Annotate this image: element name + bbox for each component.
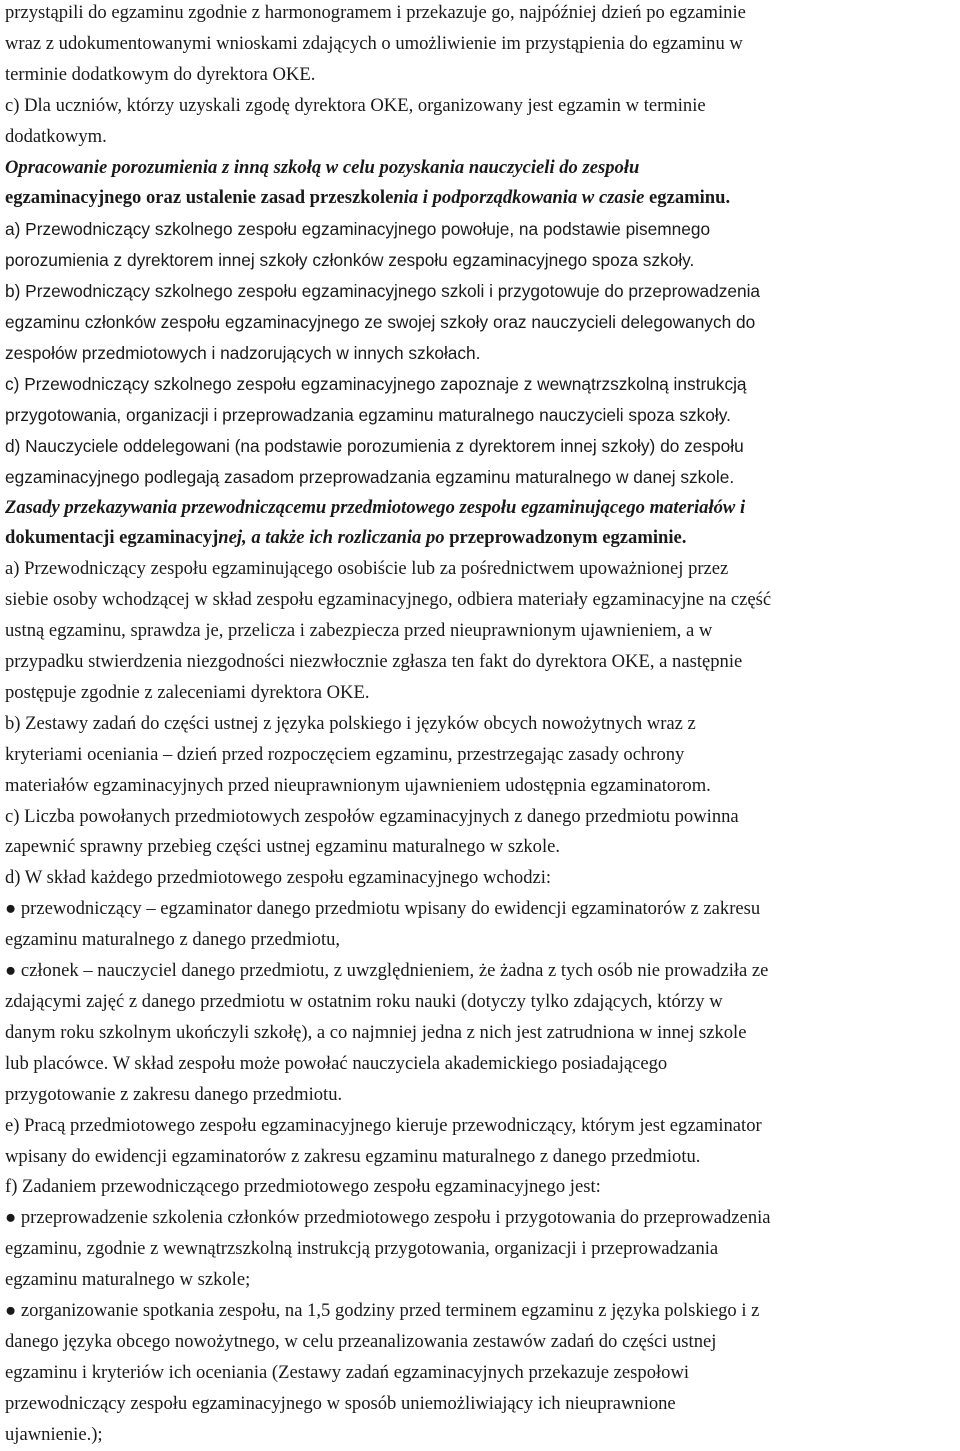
- text-line: przewodniczący zespołu egzaminacyjnego w sposób uniemożliwiający ich nieuprawnione: [5, 1392, 676, 1414]
- text-line: dodatkowym.: [5, 125, 107, 147]
- text-line: terminie dodatkowym do dyrektora OKE.: [5, 63, 316, 85]
- heading-part: przeprowadzonym egzaminie.: [444, 527, 687, 549]
- heading-part: egzaminu.: [644, 187, 731, 209]
- text-line: d) Nauczyciele oddelegowani (na podstawie porozumienia z dyrektorem innej szkoły) do zespołu: [5, 435, 744, 456]
- heading-part: nej, a także ich rozliczania po: [218, 527, 445, 549]
- text-line: b) Zestawy zadań do części ustnej z języka polskiego i języków obcych nowożytnych wraz z: [5, 712, 696, 734]
- text-line: a) Przewodniczący zespołu egzaminującego osobiście lub za pośrednictwem upoważnionej przez: [5, 558, 729, 580]
- text-line: danym roku szkolnym ukończyli szkołę), a co najmniej jedna z nich jest zatrudniona w innej szkole: [5, 1021, 747, 1043]
- text-line: zespołów przedmiotowych i nadzorujących w innych szkołach.: [5, 342, 481, 363]
- text-line: a) Przewodniczący szkolnego zespołu egzaminacyjnego powołuje, na podstawie pisemnego: [5, 219, 711, 240]
- bullet-line: ● przeprowadzenie szkolenia członków przedmiotowego zespołu i przygotowania do przeprowadzenia: [5, 1207, 771, 1229]
- text-line: egzaminu, zgodnie z wewnątrzszkolną instrukcją przygotowania, organizacji i przeprowadzania: [5, 1238, 719, 1260]
- text-line: egzaminu maturalnego z danego przedmiotu,: [5, 929, 341, 951]
- text-line: egzaminu maturalnego w szkole;: [5, 1269, 251, 1291]
- heading-part: nia i podporządkowania w czasie: [393, 187, 645, 209]
- text-line: wraz z udokumentowanymi wnioskami zdających o umożliwienie im przystąpienia do egzaminu w: [5, 32, 743, 54]
- text-line: wpisany do ewidencji egzaminatorów z zakresu egzaminu maturalnego z danego przedmiotu.: [5, 1145, 701, 1167]
- bullet-line: ● zorganizowanie spotkania zespołu, na 1,5 godziny przed terminem egzaminu z języka polskiego i z: [5, 1300, 760, 1322]
- text-line: zapewnić sprawny przebieg części ustnej egzaminu maturalnego w szkole.: [5, 836, 561, 858]
- text-line: egzaminacyjnego podlegają zasadom przeprowadzania egzaminu maturalnego w danej szkole.: [5, 466, 735, 487]
- text-line: c) Przewodniczący szkolnego zespołu egzaminacyjnego zapoznaje z wewnątrzszkolną instrukcją: [5, 373, 747, 394]
- bullet-line: ● członek – nauczyciel danego przedmiotu, z uwzględnieniem, że żadna z tych osób nie prowadziła ze: [5, 960, 769, 982]
- text-line: egzaminu i kryteriów ich oceniania (Zestawy zadań egzaminacyjnych przekazuje zespołowi: [5, 1361, 690, 1383]
- heading-part: egzaminacyjnego oraz ustalenie zasad przeszkole: [5, 187, 394, 209]
- text-line: egzaminu członków zespołu egzaminacyjnego ze swojej szkoły oraz nauczycieli delegowanych do: [5, 312, 756, 333]
- text-line: lub placówce. W skład zespołu może powołać nauczyciela akademickiego posiadającego: [5, 1052, 668, 1074]
- text-line: ujawnienie.);: [5, 1423, 103, 1445]
- text-line: b) Przewodniczący szkolnego zespołu egzaminacyjnego szkoli i przygotowuje do przeprowadzenia: [5, 281, 761, 302]
- section-heading: [5, 183, 956, 214]
- text-line: ustną egzaminu, sprawdza je, przelicza i zabezpiecza przed nieuprawnionym ujawnieniem, a w: [5, 620, 713, 642]
- text-line: materiałów egzaminacyjnych przed nieuprawnionym ujawnieniem udostępnia egzaminatorom.: [5, 774, 711, 796]
- text-line: porozumienia z dyrektorem innej szkoły członków zespołu egzaminacyjnego spoza szkoły.: [5, 250, 695, 271]
- bullet-line: ● przewodniczący – egzaminator danego przedmiotu wpisany do ewidencji egzaminatorów z zakresu: [5, 898, 761, 920]
- text-line: przygotowanie z zakresu danego przedmiotu.: [5, 1083, 343, 1105]
- section-heading: Zasady przekazywania przewodniczącemu przedmiotowego zespołu egzaminującego materiałów i: [5, 496, 746, 518]
- text-line: c) Liczba powołanych przedmiotowych zespołów egzaminacyjnych z danego przedmiotu powinna: [5, 805, 739, 827]
- heading-part: dokumentacji egzaminacyj: [5, 527, 219, 549]
- text-line: przystąpili do egzaminu zgodnie z harmonogramem i przekazuje go, najpóźniej dzień po egzaminie: [5, 2, 746, 23]
- section-heading: [5, 523, 956, 554]
- text-line: przypadku stwierdzenia niezgodności niezwłocznie zgłasza ten fakt do dyrektora OKE, a następnie: [5, 651, 743, 673]
- text-line: przygotowania, organizacji i przeprowadzania egzaminu maturalnego nauczycieli spoza szkoły.: [5, 404, 731, 425]
- text-line: e) Pracą przedmiotowego zespołu egzaminacyjnego kieruje przewodniczący, którym jest egzaminator: [5, 1114, 762, 1136]
- text-line: f) Zadaniem przewodniczącego przedmiotowego zespołu egzaminacyjnego jest:: [5, 1176, 601, 1198]
- section-heading: Opracowanie porozumienia z inną szkołą w celu pozyskania nauczycieli do zespołu: [5, 156, 640, 178]
- text-line: zdającymi zajęć z danego przedmiotu w ostatnim roku nauki (dotyczy tylko zdających, którzy w: [5, 991, 723, 1012]
- text-line: d) W skład każdego przedmiotowego zespołu egzaminacyjnego wchodzi:: [5, 867, 552, 889]
- text-line: kryteriami oceniania – dzień przed rozpoczęciem egzaminu, przestrzegając zasady ochrony: [5, 743, 685, 765]
- text-line: c) Dla uczniów, którzy uzyskali zgodę dyrektora OKE, organizowany jest egzamin w terminie: [5, 94, 706, 116]
- text-line: siebie osoby wchodzącej w skład zespołu egzaminacyjnego, odbiera materiały egzaminacyjne na część: [5, 589, 772, 611]
- text-line: postępuje zgodnie z zaleceniami dyrektora OKE.: [5, 681, 370, 703]
- text-line: danego języka obcego nowożytnego, w celu przeanalizowania zestawów zadań do części ustnej: [5, 1330, 717, 1352]
